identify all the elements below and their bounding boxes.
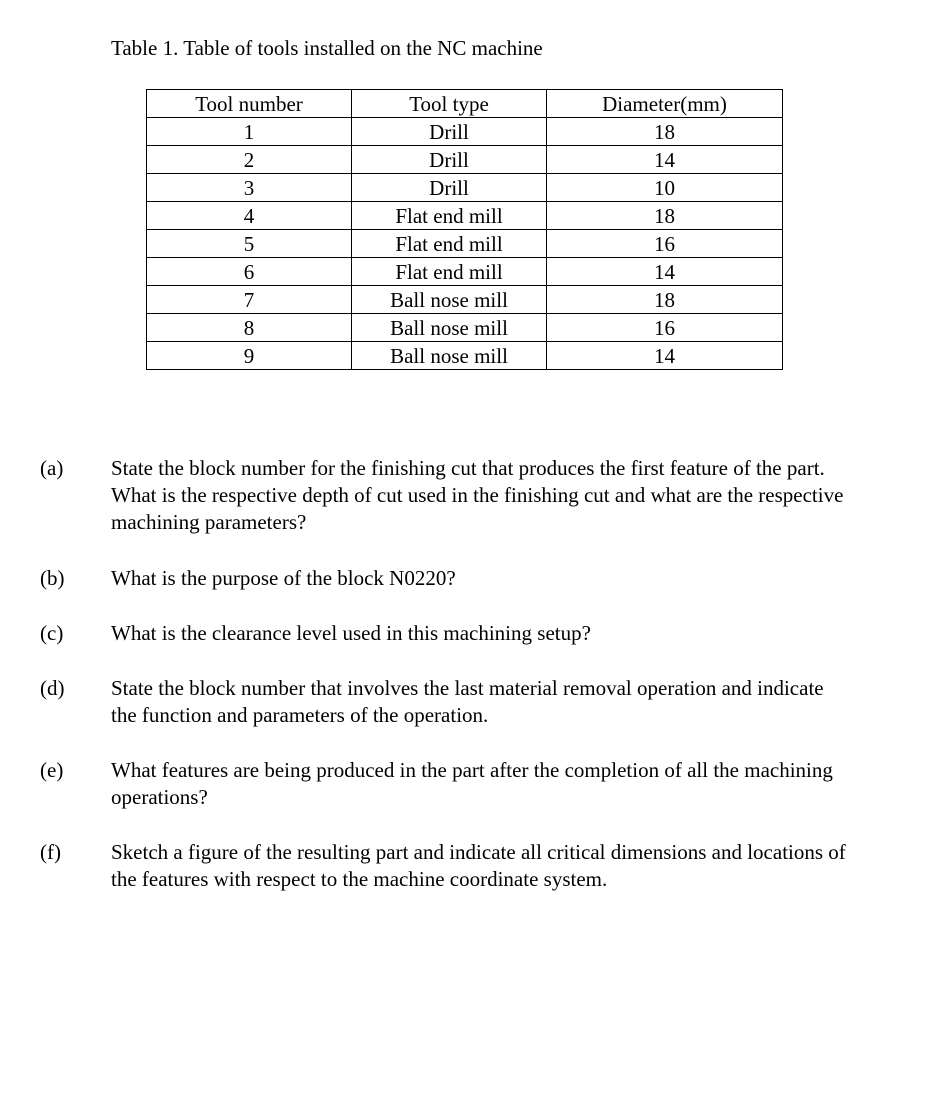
table-row [147,258,783,286]
cell-tool-type: Ball nose mill [352,314,547,342]
table-row [147,342,783,370]
cell-tool-type: Ball nose mill [352,342,547,370]
cell-diameter: 18 [547,286,783,314]
question-label: (d) [40,676,65,700]
cell-tool-type: Drill [352,146,547,174]
cell-tool-type: Flat end mill [352,202,547,230]
table-row [147,314,783,342]
cell-diameter: 10 [547,174,783,202]
table-caption: Table 1. Table of tools installed on the NC machine [111,36,543,60]
cell-diameter: 14 [547,258,783,286]
cell-tool-number: 2 [147,146,352,174]
question-text: What is the clearance level used in this machining setup? [111,621,591,645]
question-label: (f) [40,840,61,864]
header-tool-type: Tool type [352,90,547,118]
cell-tool-number: 7 [147,286,352,314]
cell-diameter: 18 [547,202,783,230]
question-text: State the block number that involves the last material removal operation and indicate the function and parameters of the operation. [111,676,824,727]
table-row [147,146,783,174]
header-diameter: Diameter(mm) [547,90,783,118]
question-text: Sketch a figure of the resulting part and indicate all critical dimensions and locations of the features with respect to the machine coordinate system. [111,840,846,891]
cell-tool-number: 8 [147,314,352,342]
question-label: (b) [40,566,65,590]
cell-diameter: 14 [547,146,783,174]
table-header-row [147,90,783,118]
table-row [147,230,783,258]
table-row [147,286,783,314]
question-label: (c) [40,621,64,645]
table-row [147,118,783,146]
cell-tool-number: 4 [147,202,352,230]
cell-tool-type: Drill [352,118,547,146]
cell-tool-type: Ball nose mill [352,286,547,314]
cell-tool-number: 6 [147,258,352,286]
tools-table [146,89,783,370]
cell-tool-number: 5 [147,230,352,258]
question-label: (a) [40,456,64,480]
cell-tool-number: 9 [147,342,352,370]
question-text: What features are being produced in the part after the completion of all the machining operations? [111,758,833,809]
cell-diameter: 16 [547,230,783,258]
cell-diameter: 18 [547,118,783,146]
question-text: What is the purpose of the block N0220? [111,566,456,590]
table-row [147,174,783,202]
question-text: State the block number for the finishing cut that produces the first feature of the part. What is the respective depth of cut used in the finishing cut and what are the respective machining parameters? [111,456,844,534]
cell-tool-type: Flat end mill [352,258,547,286]
cell-diameter: 16 [547,314,783,342]
cell-tool-type: Flat end mill [352,230,547,258]
cell-tool-number: 1 [147,118,352,146]
cell-diameter: 14 [547,342,783,370]
header-tool-number: Tool number [147,90,352,118]
table-row [147,202,783,230]
question-label: (e) [40,758,64,782]
cell-tool-type: Drill [352,174,547,202]
cell-tool-number: 3 [147,174,352,202]
